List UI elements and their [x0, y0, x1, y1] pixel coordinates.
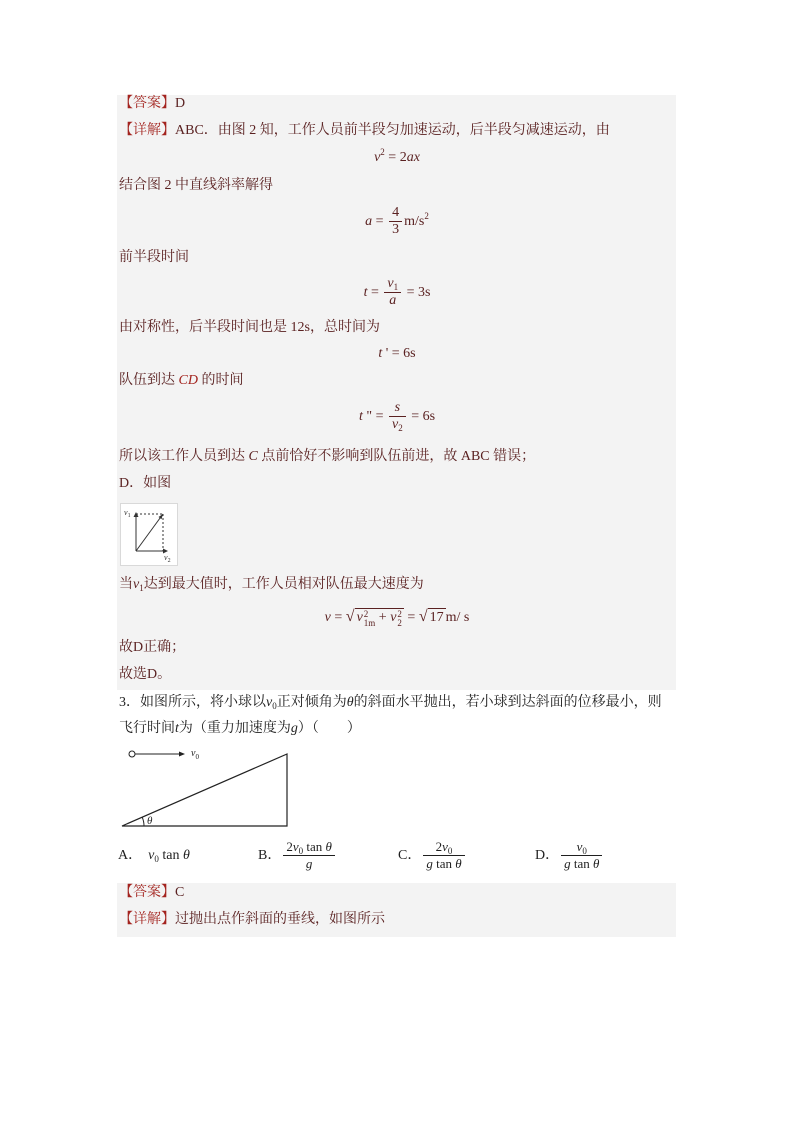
- term1-sub: 1m: [363, 617, 376, 628]
- conclusion-before: 所以该工作人员到达: [119, 449, 249, 464]
- option-c-denominator: [423, 856, 464, 872]
- equation-acceleration: [119, 203, 675, 241]
- slope-line: 结合图 2 中直线斜率解得: [119, 178, 273, 193]
- option-d-fraction: [561, 839, 602, 872]
- eq-sup: 2: [380, 147, 385, 157]
- answer-value-2: C: [175, 885, 185, 900]
- equation-relative-speed: [119, 605, 675, 631]
- radical-17: [419, 608, 446, 627]
- option-b-denominator: [283, 856, 335, 872]
- detail-label-2: 【详解】: [119, 912, 175, 927]
- eq-op: =: [372, 214, 388, 229]
- term2-sub: 2: [397, 617, 402, 628]
- equation-total-time: [119, 344, 675, 364]
- plus-op: +: [375, 609, 391, 625]
- option-b-fn: tan: [303, 839, 326, 855]
- term2-var: v: [390, 609, 397, 625]
- option-d-label: D．: [535, 848, 560, 863]
- option-d-line: D．如图: [119, 476, 172, 491]
- team-line-after: 的时间: [197, 373, 244, 388]
- option-a-label: A．: [118, 848, 143, 863]
- question-3-line-1: [119, 693, 675, 713]
- option-c-den-fn: tan: [432, 856, 456, 872]
- q3-var-t: t: [175, 721, 179, 736]
- ball: [129, 751, 135, 757]
- option-c-label: C．: [398, 848, 422, 863]
- question-3-line-2: [119, 719, 675, 739]
- term1-var: v: [356, 609, 363, 625]
- angle-label: θ: [147, 815, 153, 827]
- team-line-before: 队伍到达: [119, 373, 179, 388]
- detail-text: ABC．由图 2 知，工作人员前半段匀加速运动，后半段匀减速运动，由: [175, 123, 610, 138]
- v2-label-var: v: [164, 553, 168, 562]
- conclusion-var: C: [248, 449, 258, 464]
- term1-sup: 2: [363, 608, 369, 619]
- answer-label: 【答案】: [119, 96, 175, 111]
- radical-sign: √: [345, 607, 355, 625]
- eq-prime: ": [362, 409, 376, 424]
- eq-result: = 6s: [407, 409, 436, 424]
- option-c-var: v: [442, 839, 448, 855]
- q3-text-6: ）（ ）: [297, 721, 361, 736]
- q3-sub-0: 0: [272, 701, 277, 711]
- option-a-fn: tan: [158, 848, 183, 863]
- option-c: [398, 838, 467, 874]
- q3-var-theta: θ: [346, 695, 354, 710]
- velocity-label: [191, 748, 199, 761]
- option-a: [118, 838, 190, 874]
- option-d-sub: 0: [582, 846, 587, 857]
- num-sub: 1: [393, 282, 399, 293]
- eq-var-t: t: [358, 409, 363, 424]
- final-choice-line: 故选D。: [119, 667, 172, 682]
- den-var-v: v: [391, 417, 399, 433]
- q3-var-g: g: [290, 721, 298, 736]
- option-b-numerator: [283, 839, 335, 856]
- equation-team-time: [119, 399, 675, 435]
- detail-line: [119, 121, 675, 141]
- eq-result: = 3s: [403, 285, 431, 300]
- fraction-numerator: [389, 400, 406, 417]
- eq-var-ax: ax: [406, 150, 420, 165]
- fraction-denominator: [389, 417, 406, 433]
- radical-sign: √: [418, 608, 428, 626]
- max-line-var: v: [133, 577, 140, 592]
- option-b-fraction: [283, 839, 335, 872]
- max-line-before: 当: [119, 577, 133, 592]
- q3-text-5: 为（重力加速度为: [178, 721, 291, 736]
- fraction-denominator: [384, 293, 401, 309]
- eq-var-a: a: [365, 214, 373, 229]
- detail-label: 【详解】: [119, 123, 175, 138]
- eq-result: = 6s: [391, 346, 416, 361]
- eq-var-t: t: [363, 285, 368, 300]
- max-line-after: 达到最大值时，工作人员相对队伍最大速度为: [143, 577, 424, 592]
- option-c-fraction: [423, 839, 464, 872]
- option-c-sub: 0: [447, 846, 453, 857]
- option-b-den-var: g: [305, 856, 313, 872]
- option-c-den-var: g: [426, 856, 433, 872]
- option-d: [535, 838, 604, 874]
- team-line: [119, 371, 675, 391]
- eq-unit: m/ s: [445, 610, 470, 625]
- q3-text-4: 飞行时间: [119, 721, 175, 736]
- term1-supsub: [364, 610, 376, 628]
- v1-label-sub: 1: [127, 513, 131, 519]
- fraction-denominator: 3: [392, 222, 400, 238]
- option-c-coef: 2: [435, 839, 443, 855]
- radicand: [355, 608, 404, 628]
- fraction-s-v2: [389, 400, 406, 433]
- eq-var-v: v: [324, 610, 331, 625]
- fraction-4-3: [389, 205, 402, 238]
- velocity-label-var: v: [191, 748, 196, 759]
- option-d-denominator: [561, 856, 602, 872]
- option-b-var: v: [292, 839, 299, 855]
- conclusion-after: 点前恰好不影响到队伍前进，故 ABC 错误；: [257, 449, 536, 464]
- option-a-angle: θ: [182, 848, 190, 863]
- num-var-v: v: [387, 276, 394, 292]
- option-c-numerator: [423, 839, 464, 856]
- fraction-v1-a: [384, 276, 401, 309]
- equation-time-first-half: [119, 275, 675, 311]
- velocity-figure: [120, 503, 178, 566]
- eq-op: =: [330, 610, 346, 625]
- q3-text-3: 的斜面水平抛出，若小球到达斜面的位移最小，则: [353, 695, 662, 710]
- answer-value: D: [175, 96, 186, 111]
- d-correct-line: 故D正确；: [119, 640, 186, 655]
- option-b-label: B．: [258, 848, 282, 863]
- option-d-numerator: [561, 839, 602, 856]
- eq-var-v: v: [374, 150, 381, 165]
- option-b-sub: 0: [298, 846, 304, 857]
- max-line-sub: 1: [139, 583, 144, 593]
- conclusion-line: [119, 447, 675, 467]
- q3-text-1: 3．如图所示，将小球以: [119, 695, 266, 710]
- term2-sup: 2: [397, 608, 402, 619]
- term2-supsub: [397, 610, 402, 628]
- eq-unit-sup: 2: [424, 211, 429, 221]
- radical-sum: [346, 608, 404, 628]
- option-b-coef: 2: [286, 839, 293, 855]
- incline-figure: [118, 744, 298, 832]
- answer-line-2: [119, 883, 675, 903]
- angle-arc: [142, 817, 144, 826]
- answer-line: [119, 94, 675, 114]
- eq-op: = 2: [384, 150, 407, 165]
- num-var-s: s: [394, 400, 401, 416]
- eq-var-t: t: [378, 346, 383, 361]
- option-d-den-angle: θ: [593, 856, 600, 872]
- detail-line-2: [119, 910, 675, 930]
- option-c-den-angle: θ: [455, 856, 462, 872]
- den-sub: 2: [398, 423, 403, 434]
- eq-unit: m/s: [404, 214, 425, 229]
- fraction-numerator: 4: [389, 205, 402, 222]
- velocity-label-sub: 0: [195, 753, 199, 761]
- option-d-den-fn: tan: [570, 856, 594, 872]
- option-a-var: v: [148, 848, 155, 863]
- team-line-var: CD: [178, 373, 198, 388]
- q3-var-v: v: [266, 695, 273, 710]
- eq-op2: =: [403, 610, 419, 625]
- equation-v-squared: [119, 148, 675, 168]
- radicand-17: 17: [429, 610, 444, 626]
- eq-op: =: [375, 409, 387, 424]
- max-speed-line: [119, 575, 675, 595]
- option-b: [258, 838, 337, 874]
- option-d-var: v: [576, 839, 583, 855]
- first-half-line: 前半段时间: [119, 250, 189, 265]
- option-d-den-var: g: [564, 856, 571, 872]
- den-var-a: a: [389, 293, 397, 309]
- v1-label-var: v: [124, 508, 128, 517]
- v2-label-sub: 2: [167, 558, 171, 564]
- fraction-numerator: [384, 276, 401, 293]
- option-a-sub: 0: [154, 854, 159, 864]
- eq-prime: ': [382, 346, 392, 361]
- detail-text-2: 过抛出点作斜面的垂线，如图所示: [175, 912, 385, 927]
- symmetry-line: 由对称性，后半段时间也是 12s，总时间为: [119, 320, 380, 335]
- option-b-angle: θ: [325, 839, 332, 855]
- eq-op: =: [367, 285, 383, 300]
- initial-velocity-arrowhead: [179, 752, 185, 757]
- q3-text-2: 正对倾角为: [276, 695, 347, 710]
- answer-label-2: 【答案】: [119, 885, 175, 900]
